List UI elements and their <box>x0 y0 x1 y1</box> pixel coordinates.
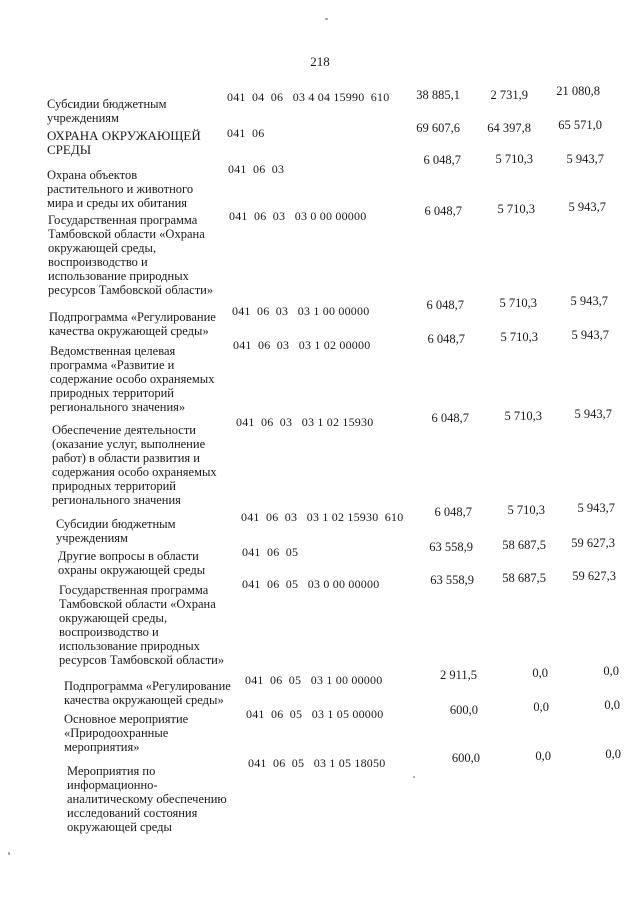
scan-speck <box>325 18 328 20</box>
scan-speck <box>8 852 10 855</box>
row-code: 041 04 06 03 4 04 15990 610 <box>227 90 390 104</box>
row-value-3: 21 080,8 <box>556 84 600 98</box>
row-value-2: 5 710,3 <box>504 409 542 423</box>
row-value-1: 2 911,5 <box>439 668 477 682</box>
row-code: 041 06 03 03 1 00 00000 <box>232 304 370 318</box>
scan-speck <box>413 776 415 778</box>
row-value-3: 0,0 <box>603 664 619 678</box>
row-name: Подпрограмма «Регулирование качества окружающей среды» <box>64 679 231 707</box>
row-value-3: 65 571,0 <box>558 118 602 132</box>
page-number: 218 <box>310 54 330 69</box>
row-value-3: 5 943,7 <box>577 501 615 515</box>
row-value-2: 2 731,9 <box>490 88 528 102</box>
row-value-2: 58 687,5 <box>502 571 546 585</box>
row-name: Охрана объектов растительного и животного мира и среды их обитания <box>47 168 194 210</box>
row-value-3: 59 627,3 <box>571 536 615 550</box>
row-code: 041 06 05 03 1 05 00000 <box>246 707 384 721</box>
row-code: 041 06 03 03 0 00 00000 <box>229 209 367 223</box>
row-name: Государственная программа Тамбовской области «Охрана окружающей среды, воспроизводство и использование природных ресурсов Тамбовской области» <box>59 583 225 667</box>
row-name: Субсидии бюджетным учреждениям <box>56 517 176 545</box>
row-value-1: 6 048,7 <box>427 332 465 346</box>
row-value-3: 5 943,7 <box>574 407 612 421</box>
row-value-2: 64 397,8 <box>487 121 531 135</box>
row-value-3: 0,0 <box>604 698 620 712</box>
row-value-1: 63 558,9 <box>429 540 473 554</box>
row-value-2: 5 710,3 <box>500 330 538 344</box>
row-value-3: 5 943,7 <box>570 294 608 308</box>
row-value-2: 5 710,3 <box>495 152 533 166</box>
row-value-3: 5 943,7 <box>566 152 604 166</box>
row-value-2: 0,0 <box>533 700 549 714</box>
row-value-2: 58 687,5 <box>502 538 546 552</box>
row-value-2: 0,0 <box>535 749 551 763</box>
row-code: 041 06 <box>227 126 265 140</box>
row-name: Ведомственная целевая программа «Развитие и содержание особо охраняемых природных территорий регионального значения» <box>50 344 215 414</box>
row-value-3: 5 943,7 <box>571 328 609 342</box>
row-value-1: 6 048,7 <box>426 298 464 312</box>
row-code: 041 06 03 03 1 02 15930 <box>236 415 374 429</box>
row-value-3: 5 943,7 <box>568 200 606 214</box>
row-value-1: 6 048,7 <box>424 204 462 218</box>
row-code: 041 06 05 03 1 00 00000 <box>245 673 383 687</box>
row-value-3: 59 627,3 <box>572 569 616 583</box>
row-value-3: 0,0 <box>605 747 621 761</box>
row-value-1: 63 558,9 <box>430 573 474 587</box>
row-code: 041 06 03 03 1 02 15930 610 <box>241 510 404 524</box>
row-name: Мероприятия по информационно- аналитическому обеспечению исследований состояния окружающей среды <box>67 764 227 834</box>
row-value-1: 38 885,1 <box>416 88 460 102</box>
row-value-1: 6 048,7 <box>423 153 461 167</box>
row-code: 041 06 03 <box>228 162 285 176</box>
row-code: 041 06 05 03 1 05 18050 <box>248 756 386 770</box>
row-value-1: 600,0 <box>451 751 480 765</box>
row-value-2: 5 710,3 <box>497 202 535 216</box>
row-name: Субсидии бюджетным учреждениям <box>47 97 167 125</box>
row-name: Государственная программа Тамбовской области «Охрана окружающей среды, воспроизводство и использование природных ресурсов Тамбовской области» <box>48 213 214 297</box>
row-name: Основное мероприятие «Природоохранные мероприятия» <box>64 712 189 754</box>
row-code: 041 06 05 <box>242 545 299 559</box>
row-name: ОХРАНА ОКРУЖАЮЩЕЙ СРЕДЫ <box>47 128 201 157</box>
row-code: 041 06 05 03 0 00 00000 <box>242 577 380 591</box>
row-code: 041 06 03 03 1 02 00000 <box>233 338 371 352</box>
row-name: Подпрограмма «Регулирование качества окружающей среды» <box>49 310 216 338</box>
row-value-1: 69 607,6 <box>416 121 460 135</box>
row-value-1: 6 048,7 <box>434 505 472 519</box>
row-value-2: 5 710,3 <box>499 296 537 310</box>
row-name: Обеспечение деятельности (оказание услуг, выполнение работ) в области развития и содержания особо охраняемых природных территорий регионального значения <box>52 423 217 507</box>
row-value-1: 6 048,7 <box>431 411 469 425</box>
row-value-2: 0,0 <box>532 666 548 680</box>
row-value-2: 5 710,3 <box>507 503 545 517</box>
row-name: Другие вопросы в области охраны окружающей среды <box>58 549 206 577</box>
row-value-1: 600,0 <box>449 703 478 717</box>
